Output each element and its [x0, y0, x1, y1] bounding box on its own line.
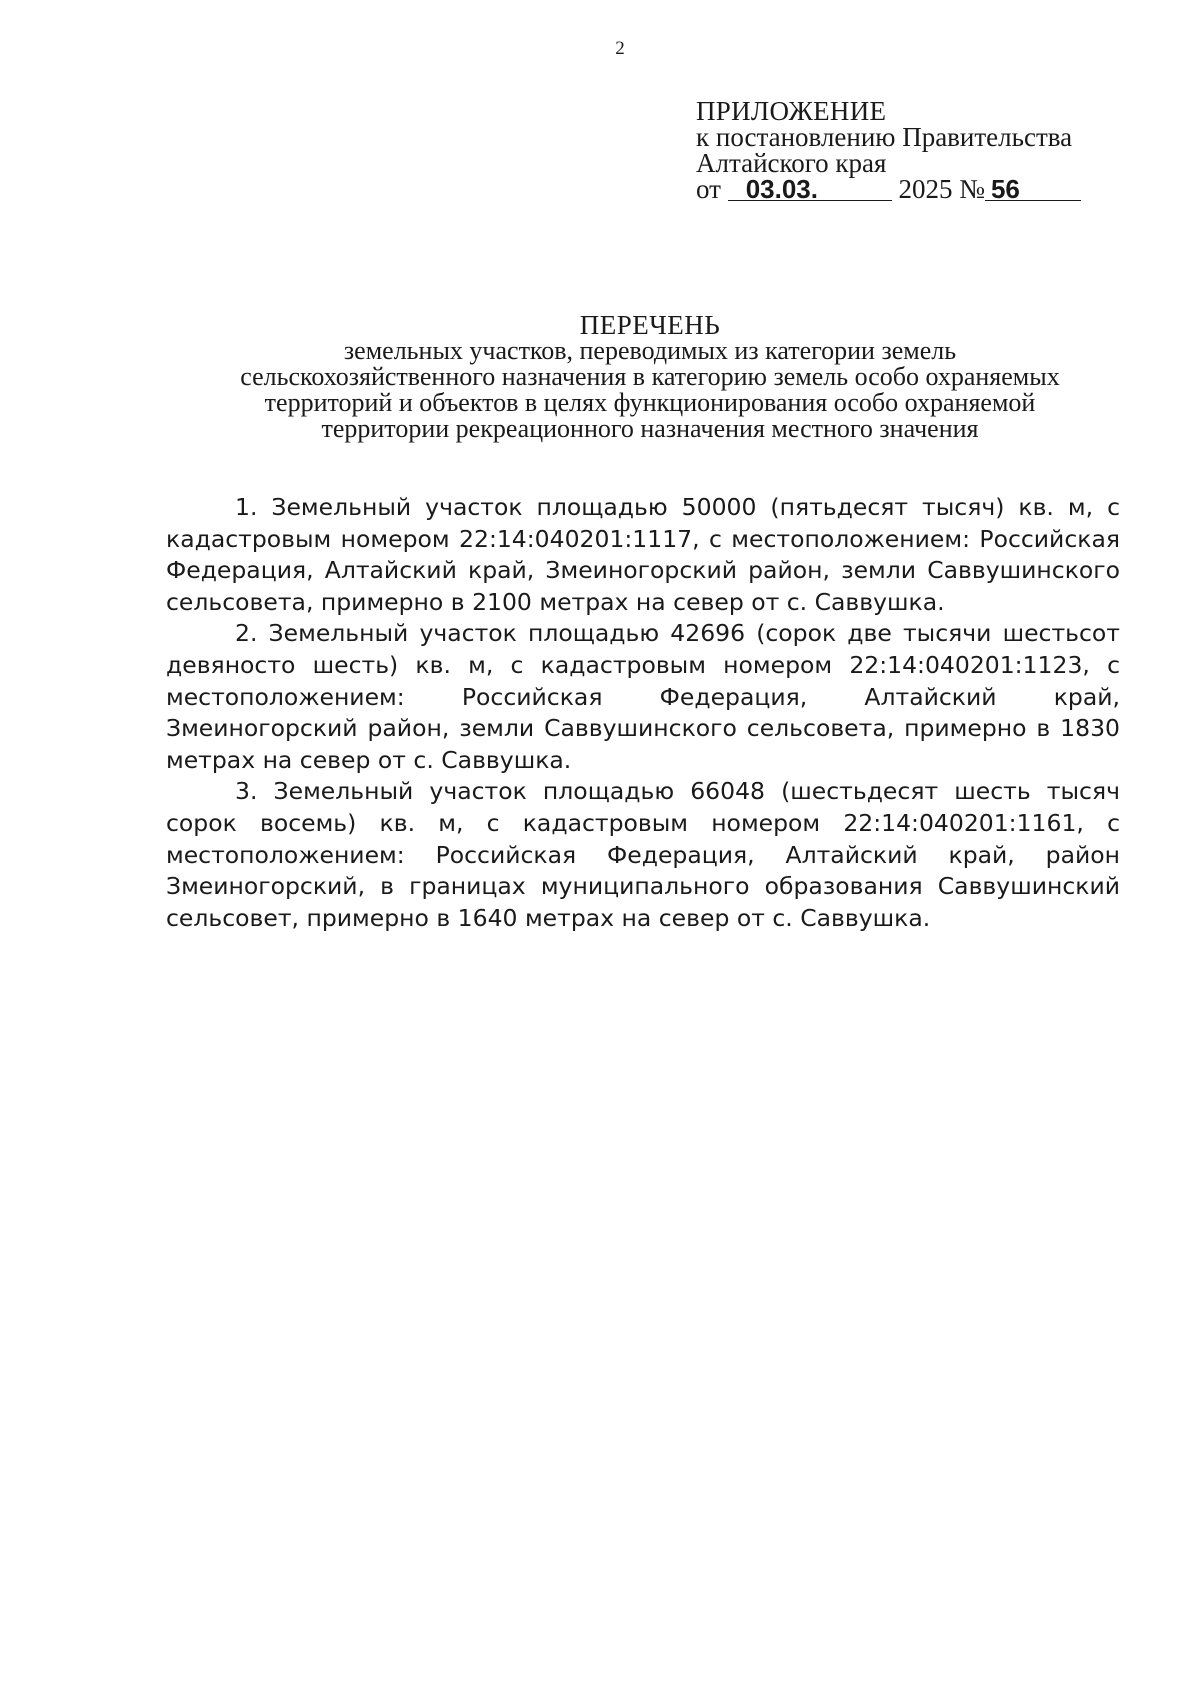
land-plot-item: 1. Земельный участок площадью 50000 (пятьдесят тысяч) кв. м, с кадастровым номером 22:14:040201:1117, с местоположением: Российская Федерация, Алтайский край, Змеиногорский район, земли Саввушинского сельсовета, примерно в 2100 метрах на север от с. Саввушка. — [166, 493, 1120, 616]
subtitle-line: территорий и объектов в целях функционирования особо охраняемой — [264, 388, 1036, 417]
document-title: ПЕРЕЧЕНЬ — [579, 310, 721, 340]
date-value: 03.03. — [728, 178, 892, 201]
appendix-resolution-line: к постановлению Правительства — [696, 122, 1073, 152]
year-value: 2025 — [898, 174, 953, 204]
subtitle-line: территории рекреационного назначения местного значения — [321, 414, 979, 443]
subtitle-line: земельных участков, переводимых из категории земель — [343, 336, 957, 365]
land-plot-item: 2. Земельный участок площадью 42696 (сорок две тысячи шестьсот девяносто шесть) кв. м, с кадастровым номером 22:14:040201:1123, с местоположением: Российская Федерация, Алтайский край, Змеиногорский район, земли Саввушинского сельсовета, примерно в 1830 метрах на север от с. Саввушка. — [166, 619, 1120, 774]
date-prefix: от — [696, 174, 721, 204]
land-plot-item: 3. Земельный участок площадью 66048 (шестьдесят шесть тысяч сорок восемь) кв. м, с кадастровым номером 22:14:040201:1161, с местоположением: Российская Федерация, Алтайский край, район Змеиногорский, в границах муниципального образования Саввушинский сельсовет, примерно в 1640 метрах на север от с. Саввушка. — [166, 777, 1120, 932]
title-block — [170, 312, 1130, 442]
subtitle-line: сельскохозяйственного назначения в категорию земель особо охраняемых — [240, 362, 1060, 391]
appendix-region-line: Алтайского края — [696, 148, 887, 178]
number-sign: № — [959, 174, 985, 204]
page-number: 2 — [615, 38, 625, 59]
number-value: 56 — [985, 178, 1081, 201]
appendix-date-line — [696, 176, 1081, 202]
appendix-block — [696, 98, 1081, 202]
land-plot-list — [166, 492, 1120, 934]
appendix-heading: ПРИЛОЖЕНИЕ — [696, 96, 887, 126]
